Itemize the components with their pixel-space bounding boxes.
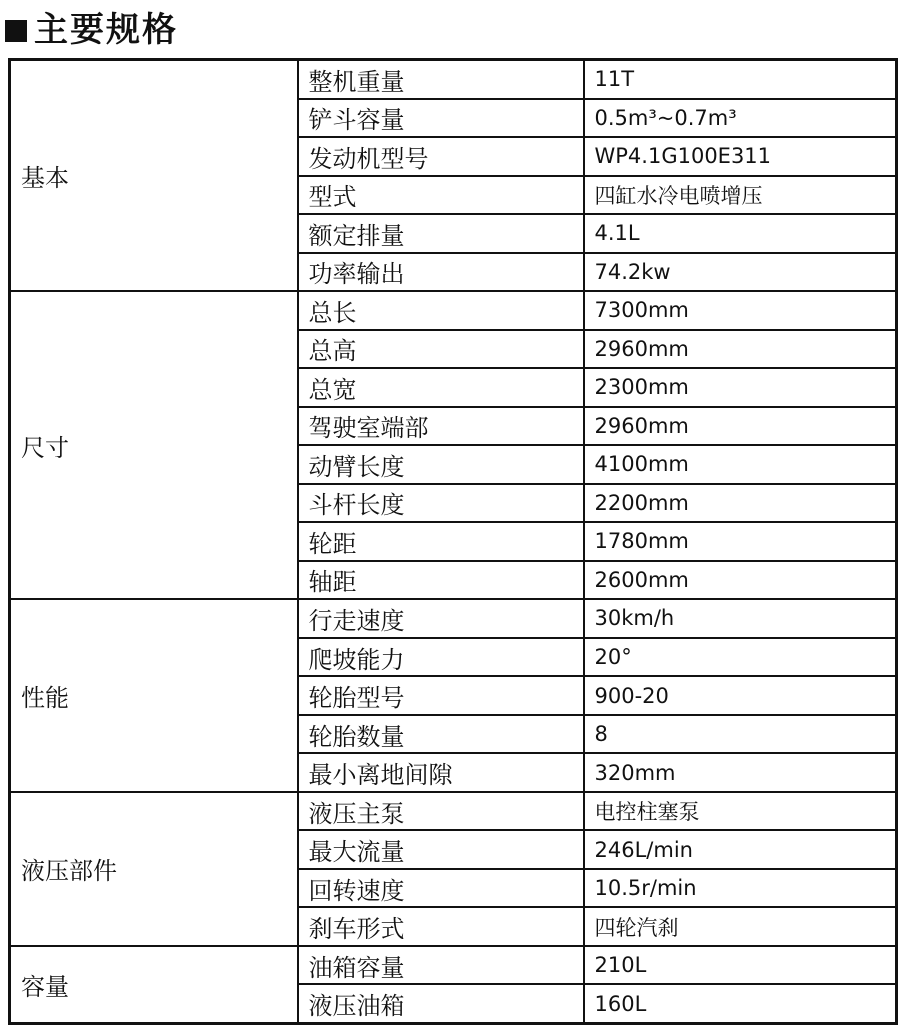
spec-value-cell: 900-20 (584, 676, 897, 715)
spec-value-cell: 11T (584, 60, 897, 99)
spec-item-cell: 最小离地间隙 (298, 753, 584, 792)
spec-item-cell: 油箱容量 (298, 946, 584, 985)
category-cell: 性能 (10, 599, 298, 792)
square-bullet-icon (5, 20, 27, 42)
spec-value-cell: 4.1L (584, 214, 897, 253)
table-row (10, 792, 897, 831)
spec-value-cell: 2960mm (584, 407, 897, 446)
spec-value-cell: 210L (584, 946, 897, 985)
spec-value-cell: 2300mm (584, 368, 897, 407)
spec-value-cell: 1780mm (584, 522, 897, 561)
spec-value-cell: 30km/h (584, 599, 897, 638)
spec-value-cell: WP4.1G100E311 (584, 137, 897, 176)
spec-table-body (10, 60, 897, 1024)
spec-item-cell: 驾驶室端部 (298, 407, 584, 446)
spec-item-cell: 轮胎数量 (298, 715, 584, 754)
spec-item-cell: 轴距 (298, 561, 584, 600)
spec-item-cell: 行走速度 (298, 599, 584, 638)
page-header (5, 8, 178, 52)
spec-item-cell: 轮胎型号 (298, 676, 584, 715)
spec-item-cell: 发动机型号 (298, 137, 584, 176)
spec-value-cell: 四轮汽刹 (584, 907, 897, 946)
spec-item-cell: 液压主泵 (298, 792, 584, 831)
spec-value-cell: 20° (584, 638, 897, 677)
table-row (10, 946, 897, 985)
spec-item-cell: 爬坡能力 (298, 638, 584, 677)
table-row (10, 60, 897, 99)
spec-value-cell: 74.2kw (584, 253, 897, 292)
spec-item-cell: 额定排量 (298, 214, 584, 253)
spec-item-cell: 整机重量 (298, 60, 584, 99)
spec-value-cell: 电控柱塞泵 (584, 792, 897, 831)
category-cell: 液压部件 (10, 792, 298, 946)
spec-item-cell: 刹车形式 (298, 907, 584, 946)
spec-value-cell: 2200mm (584, 484, 897, 523)
spec-value-cell: 4100mm (584, 445, 897, 484)
spec-item-cell: 斗杆长度 (298, 484, 584, 523)
spec-value-cell: 8 (584, 715, 897, 754)
spec-item-cell: 总宽 (298, 368, 584, 407)
spec-value-cell: 2960mm (584, 330, 897, 369)
category-cell: 尺寸 (10, 291, 298, 599)
table-row (10, 599, 897, 638)
spec-item-cell: 轮距 (298, 522, 584, 561)
spec-item-cell: 铲斗容量 (298, 99, 584, 138)
spec-value-cell: 0.5m³~0.7m³ (584, 99, 897, 138)
spec-value-cell: 四缸水冷电喷增压 (584, 176, 897, 215)
spec-item-cell: 动臂长度 (298, 445, 584, 484)
spec-item-cell: 回转速度 (298, 869, 584, 908)
spec-value-cell: 320mm (584, 753, 897, 792)
spec-value-cell: 160L (584, 984, 897, 1023)
spec-value-cell: 10.5r/min (584, 869, 897, 908)
spec-item-cell: 总长 (298, 291, 584, 330)
spec-item-cell: 总高 (298, 330, 584, 369)
spec-value-cell: 7300mm (584, 291, 897, 330)
spec-value-cell: 2600mm (584, 561, 897, 600)
page-title: 主要规格 (34, 10, 178, 50)
spec-item-cell: 功率输出 (298, 253, 584, 292)
category-cell: 容量 (10, 946, 298, 1024)
spec-value-cell: 246L/min (584, 830, 897, 869)
spec-item-cell: 最大流量 (298, 830, 584, 869)
category-cell: 基本 (10, 60, 298, 292)
spec-item-cell: 液压油箱 (298, 984, 584, 1023)
table-row (10, 291, 897, 330)
spec-item-cell: 型式 (298, 176, 584, 215)
spec-table (8, 58, 898, 1025)
